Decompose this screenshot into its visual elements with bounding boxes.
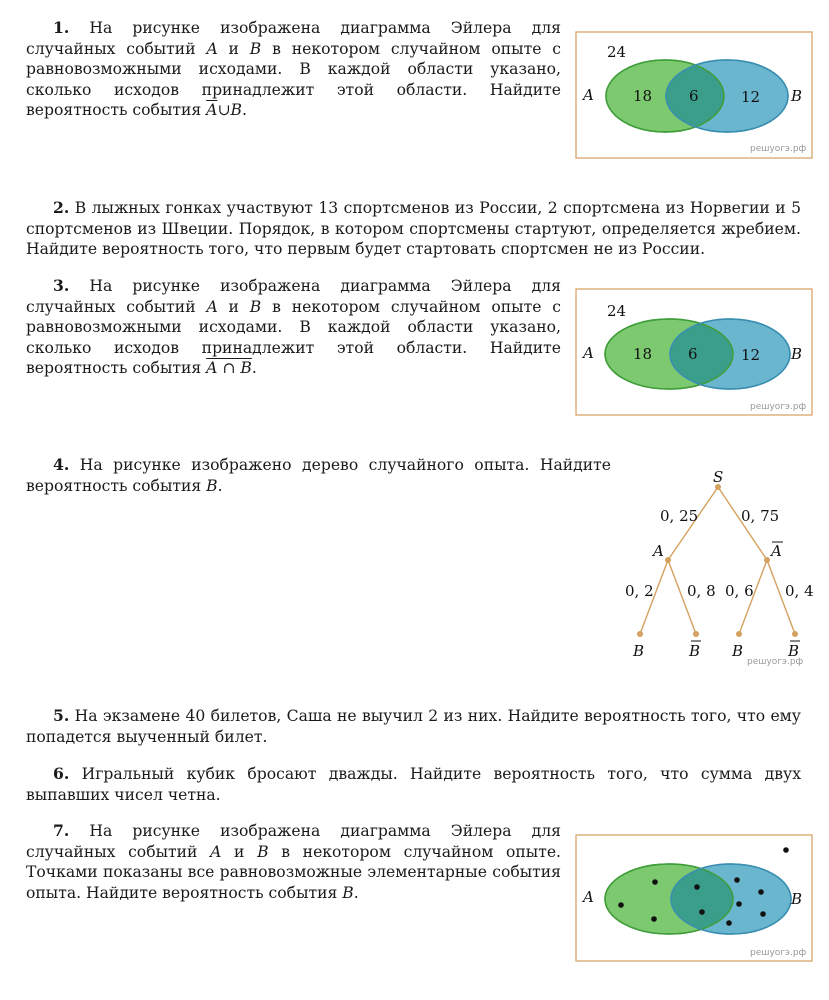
leaf-b: B xyxy=(633,642,645,660)
watermark: решуогэ.рф xyxy=(747,657,804,667)
outcome-dot xyxy=(652,879,658,885)
count-both: 6 xyxy=(688,345,698,363)
event-b: B xyxy=(249,39,262,58)
period: . xyxy=(353,883,359,902)
venn-diagram-1 xyxy=(575,31,813,159)
period: . xyxy=(251,359,257,377)
formula-intersection-bar: A ∩ B xyxy=(206,359,252,377)
problem-3 xyxy=(26,276,561,379)
outcome-dot xyxy=(618,902,624,908)
label-a: A xyxy=(583,888,594,906)
outcome-dot xyxy=(783,847,789,853)
problem-number: 7. xyxy=(53,821,70,840)
label-root: S xyxy=(713,468,724,486)
problem-number: 1. xyxy=(53,18,70,37)
problem-number: 5. xyxy=(53,706,70,725)
label-b: B xyxy=(791,345,803,363)
problem-text: На рисунке изображена диаграмма Эйлера для случайных событий xyxy=(26,19,561,58)
event-b: B xyxy=(342,883,354,902)
watermark: решуогэ.рф xyxy=(750,948,807,958)
problem-text: В лыжных гонках участвуют 13 спортсменов из России, 2 спортсмена из Норвегии и 5 спортсменов из Швеции. Порядок, в котором спортсмены стартуют, определяется жребием. Найдите вероятность того, что первым будет стартовать спортсмен не из России. xyxy=(26,199,801,258)
problem-7 xyxy=(26,821,561,903)
problem-text-2: в некотором случайном опыте с равновозможными исходами. В каждой области указано, сколько исходов принадлежит этой области. Найдите вероятность события xyxy=(26,297,561,377)
venn-diagram-3 xyxy=(575,288,813,416)
problem-text: На рисунке изображено дерево случайного опыта. Найдите вероятность события xyxy=(26,456,611,495)
outcome-dot xyxy=(760,911,766,917)
outcome-dot xyxy=(699,909,705,915)
problem-1 xyxy=(26,18,561,121)
outcome-dot xyxy=(694,884,700,890)
event-a: A xyxy=(206,39,218,58)
node-not-a xyxy=(764,557,770,563)
event-b: B xyxy=(257,842,269,861)
outcome-dot xyxy=(726,920,732,926)
formula-b: B xyxy=(230,101,242,119)
outcome-dot xyxy=(734,877,740,883)
period: . xyxy=(217,476,223,495)
problem-text-2: в некотором случайном опыте. Точками показаны все равновозможные элементарные события опыта. Найдите вероятность события xyxy=(26,842,562,902)
watermark: решуогэ.рф xyxy=(750,144,807,154)
leaf-node xyxy=(792,631,798,637)
event-a: A xyxy=(210,842,222,861)
problem-text: На рисунке изображена диаграмма Эйлера для случайных событий xyxy=(26,822,561,861)
label-a: A xyxy=(583,344,594,362)
label-b: B xyxy=(791,87,803,105)
problem-number: 4. xyxy=(53,455,70,474)
problem-text: Игральный кубик бросают дважды. Найдите вероятность того, что сумма двух выпавших чисел четна. xyxy=(26,765,801,804)
outcome-dot xyxy=(651,916,657,922)
label-b: B xyxy=(791,890,803,908)
count-both: 6 xyxy=(689,87,699,105)
label-not-a: A xyxy=(771,542,782,560)
problem-number: 6. xyxy=(53,764,70,783)
prob-rr: 0, 4 xyxy=(785,582,814,600)
leaf-node xyxy=(693,631,699,637)
formula-a-bar: $\overline{A}$ xyxy=(206,101,218,119)
prob-right: 0, 75 xyxy=(741,507,780,525)
count-a-only: 18 xyxy=(633,345,653,363)
count-b-only: 12 xyxy=(741,88,761,106)
problem-4 xyxy=(26,455,611,496)
count-a-only: 18 xyxy=(633,87,653,105)
event-b: B xyxy=(206,476,218,495)
node-a xyxy=(665,557,671,563)
period: . xyxy=(241,101,247,119)
problem-text: На экзамене 40 билетов, Саша не выучил 2 из них. Найдите вероятность того, что ему попадется выученный билет. xyxy=(26,707,801,746)
event-a: A xyxy=(206,297,218,316)
problem-5 xyxy=(26,706,801,747)
conj: и xyxy=(217,297,250,316)
leaf-b: B xyxy=(732,642,744,660)
leaf-node xyxy=(637,631,643,637)
prob-left: 0, 25 xyxy=(660,507,699,525)
leaf-not-b: B xyxy=(689,642,701,660)
count-outside: 24 xyxy=(607,43,627,61)
prob-rl: 0, 6 xyxy=(725,582,754,600)
probability-tree xyxy=(615,462,815,672)
leaf-not-b: B xyxy=(788,642,800,660)
problem-number: 3. xyxy=(53,276,70,295)
count-outside: 24 xyxy=(607,302,627,320)
problem-number: 2. xyxy=(53,198,70,217)
venn-diagram-7 xyxy=(575,834,813,962)
outcome-dot xyxy=(736,901,742,907)
prob-lr: 0, 8 xyxy=(687,582,716,600)
conj: и xyxy=(217,39,250,58)
conj: и xyxy=(221,842,258,861)
outcome-dot xyxy=(758,889,764,895)
label-a: A xyxy=(653,542,664,560)
leaf-node xyxy=(736,631,742,637)
formula-op: ∪ xyxy=(217,101,231,119)
count-b-only: 12 xyxy=(741,346,761,364)
problem-6 xyxy=(26,764,801,805)
prob-ll: 0, 2 xyxy=(625,582,654,600)
label-a: A xyxy=(583,86,594,104)
watermark: решуогэ.рф xyxy=(750,402,807,412)
event-b: B xyxy=(249,297,262,316)
problem-text-2: в некотором случайном опыте с равновозможными исходами. В каждой области указано, сколько исходов принадлежит этой области. Найдите вероятность события xyxy=(26,39,561,119)
problem-2 xyxy=(26,198,801,260)
problem-text: На рисунке изображена диаграмма Эйлера для случайных событий xyxy=(26,277,561,316)
